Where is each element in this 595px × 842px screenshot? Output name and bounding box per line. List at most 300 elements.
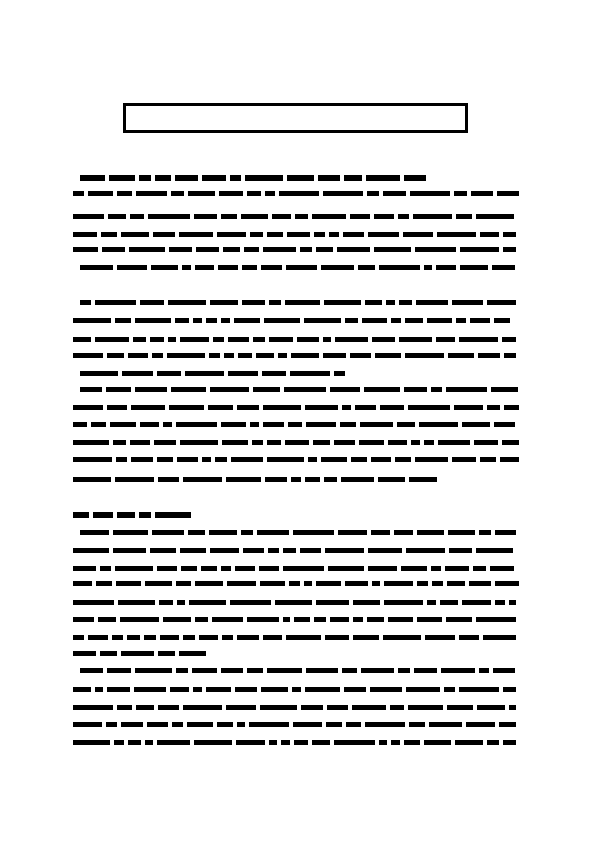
text-word: [305, 405, 338, 410]
text-line: [73, 317, 520, 323]
text-word: [459, 687, 500, 692]
text-word: [304, 318, 341, 323]
text-word: [429, 722, 462, 727]
text-word: [495, 530, 516, 535]
text-word: [325, 635, 349, 640]
text-word: [160, 635, 179, 640]
text-word: [73, 566, 96, 571]
text-word: [88, 635, 108, 640]
text-word: [100, 651, 116, 656]
text-word: [182, 265, 191, 270]
text-word: [364, 387, 400, 392]
text-word: [466, 722, 496, 727]
text-word: [460, 247, 500, 252]
text-word: [147, 722, 168, 727]
text-word: [462, 600, 491, 605]
text-word: [334, 371, 345, 376]
text-word: [305, 477, 320, 482]
text-word: [176, 422, 217, 427]
text-word: [308, 457, 317, 462]
text-word: [323, 337, 331, 342]
text-word: [411, 440, 420, 445]
text-word: [476, 548, 513, 553]
text-word: [249, 722, 290, 727]
text-word: [365, 722, 405, 727]
text-word: [122, 371, 152, 376]
text-word: [285, 440, 309, 445]
text-word: [397, 422, 415, 427]
text-word: [370, 687, 402, 692]
text-word: [73, 337, 91, 342]
text-word: [131, 457, 153, 462]
text-word: [344, 687, 367, 692]
text-word: [158, 477, 179, 482]
text-word: [185, 371, 223, 376]
text-word: [73, 635, 84, 640]
text-word: [221, 422, 246, 427]
text-word: [73, 191, 84, 196]
text-word: [292, 687, 301, 692]
text-word: [424, 265, 432, 270]
text-word: [73, 687, 91, 692]
text-word: [340, 422, 356, 427]
text-word: [237, 405, 260, 410]
text-word: [351, 457, 368, 462]
text-word: [135, 387, 167, 392]
text-word: [221, 566, 231, 571]
text-word: [107, 687, 130, 692]
text-word: [188, 191, 215, 196]
text-word: [390, 705, 404, 710]
text-word: [102, 247, 125, 252]
text-word: [378, 477, 406, 482]
text-word: [101, 232, 117, 237]
text-word: [93, 512, 112, 518]
text-word: [413, 214, 452, 219]
text-word: [179, 651, 206, 656]
text-word: [265, 191, 275, 196]
text-word: [316, 600, 350, 605]
text-word: [269, 337, 293, 342]
text-word: [183, 477, 223, 482]
text-word: [427, 600, 436, 605]
text-word: [263, 405, 301, 410]
text-word: [267, 440, 281, 445]
text-word: [73, 457, 112, 462]
text-word: [293, 722, 322, 727]
text-line: [73, 599, 520, 605]
text-line: [73, 565, 520, 571]
text-word: [107, 405, 128, 410]
text-word: [346, 722, 362, 727]
text-word: [436, 265, 456, 270]
text-line: [80, 175, 430, 181]
text-word: [215, 457, 227, 462]
text-line: [73, 686, 520, 692]
text-word: [136, 705, 154, 710]
text-word: [110, 422, 136, 427]
text-word: [334, 440, 356, 445]
text-word: [500, 457, 519, 462]
text-word: [384, 581, 413, 586]
text-word: [438, 440, 471, 445]
text-word: [242, 300, 266, 305]
text-word: [316, 247, 333, 252]
text-word: [380, 405, 404, 410]
text-line: [80, 370, 349, 376]
text-word: [343, 232, 365, 237]
text-word: [291, 353, 319, 358]
text-line: [73, 352, 520, 358]
text-word: [228, 371, 258, 376]
text-word: [116, 457, 128, 462]
text-line: [73, 246, 520, 252]
text-word: [121, 722, 144, 727]
text-word: [129, 247, 166, 252]
text-word: [379, 740, 387, 745]
text-word: [252, 440, 263, 445]
text-word: [504, 405, 519, 410]
text-line: [80, 264, 523, 270]
text-word: [288, 422, 302, 427]
text-word: [194, 740, 232, 745]
text-word: [388, 440, 407, 445]
text-word: [171, 387, 206, 392]
text-word: [391, 740, 400, 745]
text-word: [509, 705, 516, 710]
text-word: [361, 668, 394, 673]
text-word: [217, 232, 247, 237]
text-word: [133, 337, 146, 342]
text-word: [446, 617, 472, 622]
text-word: [152, 353, 163, 358]
text-word: [342, 668, 357, 673]
text-word: [135, 668, 172, 673]
text-word: [436, 337, 455, 342]
text-word: [130, 440, 150, 445]
text-word: [98, 617, 116, 622]
text-word: [128, 353, 148, 358]
text-word: [183, 705, 222, 710]
text-word: [80, 175, 105, 181]
text-word: [408, 705, 443, 710]
text-word: [483, 635, 516, 640]
text-word: [415, 247, 456, 252]
text-word: [368, 566, 397, 571]
text-word: [379, 265, 420, 270]
text-word: [399, 337, 432, 342]
text-word: [152, 530, 184, 535]
text-word: [80, 668, 103, 673]
text-line: [73, 213, 520, 219]
text-word: [238, 353, 252, 358]
text-word: [479, 530, 491, 535]
text-word: [80, 300, 91, 305]
text-word: [362, 318, 387, 323]
text-word: [117, 512, 135, 518]
text-word: [293, 530, 334, 535]
text-word: [80, 265, 113, 270]
text-word: [406, 687, 440, 692]
text-word: [127, 635, 140, 640]
text-word: [177, 457, 198, 462]
text-line: [73, 476, 441, 482]
text-word: [209, 530, 237, 535]
text-word: [163, 617, 191, 622]
text-word: [350, 353, 371, 358]
text-word: [415, 457, 448, 462]
text-word: [73, 512, 89, 518]
text-word: [287, 232, 310, 237]
text-word: [318, 175, 340, 181]
text-word: [171, 191, 184, 196]
text-word: [80, 371, 118, 376]
text-word: [301, 705, 323, 710]
text-word: [73, 405, 103, 410]
text-line: [73, 580, 523, 586]
text-word: [236, 740, 266, 745]
text-word: [503, 740, 516, 745]
text-word: [325, 548, 364, 553]
text-word: [100, 566, 111, 571]
text-word: [193, 687, 202, 692]
text-word: [88, 191, 113, 196]
text-line: [73, 231, 520, 237]
text-word: [324, 477, 337, 482]
text-word: [131, 405, 165, 410]
text-word: [446, 387, 487, 392]
text-word: [355, 405, 376, 410]
text-word: [262, 371, 286, 376]
text-word: [367, 617, 384, 622]
text-word: [257, 530, 289, 535]
text-word: [109, 175, 136, 181]
text-word: [272, 214, 291, 219]
text-word: [259, 566, 279, 571]
text-word: [366, 175, 401, 181]
text-word: [260, 581, 285, 586]
text-word: [448, 353, 474, 358]
text-word: [167, 353, 205, 358]
text-word: [424, 440, 434, 445]
text-line: [80, 529, 520, 535]
text-word: [194, 214, 217, 219]
text-word: [263, 247, 296, 252]
text-word: [294, 617, 310, 622]
text-word: [140, 422, 159, 427]
text-word: [374, 214, 394, 219]
text-word: [300, 548, 321, 553]
text-word: [490, 566, 514, 571]
text-word: [175, 318, 189, 323]
text-word: [95, 337, 130, 342]
text-word: [209, 353, 220, 358]
text-word: [96, 581, 112, 586]
text-line: [73, 336, 520, 342]
text-word: [114, 740, 125, 745]
title-box: [123, 103, 468, 133]
text-word: [406, 548, 445, 553]
text-word: [177, 600, 185, 605]
text-line: [73, 650, 210, 656]
text-line: [73, 404, 523, 410]
text-word: [168, 337, 176, 342]
text-word: [180, 337, 209, 342]
text-word: [73, 247, 98, 252]
text-word: [286, 265, 317, 270]
text-word: [206, 687, 231, 692]
text-word: [503, 247, 516, 252]
text-word: [344, 175, 362, 181]
text-word: [73, 440, 109, 445]
text-word: [478, 353, 500, 358]
text-word: [360, 422, 393, 427]
text-word: [477, 705, 505, 710]
text-word: [330, 617, 349, 622]
text-line: [80, 299, 520, 305]
text-word: [469, 581, 492, 586]
text-word: [417, 530, 444, 535]
text-word: [237, 635, 259, 640]
text-word: [353, 635, 379, 640]
text-word: [113, 530, 148, 535]
text-word: [202, 457, 211, 462]
text-word: [217, 722, 233, 727]
text-word: [116, 581, 142, 586]
text-word: [157, 740, 190, 745]
text-word: [454, 191, 468, 196]
text-word: [247, 191, 261, 196]
text-word: [480, 457, 496, 462]
text-word: [474, 440, 498, 445]
text-word: [398, 214, 409, 219]
text-word: [230, 175, 241, 181]
text-word: [241, 530, 253, 535]
text-word: [95, 687, 103, 692]
text-line: [73, 721, 520, 727]
text-word: [244, 247, 260, 252]
text-word: [279, 191, 319, 196]
text-word: [306, 422, 336, 427]
text-word: [176, 581, 191, 586]
text-word: [107, 353, 124, 358]
text-word: [168, 300, 206, 305]
text-word: [224, 353, 234, 358]
text-word: [499, 722, 516, 727]
text-word: [350, 214, 370, 219]
text-word: [295, 214, 308, 219]
text-word: [80, 387, 102, 392]
text-word: [195, 581, 223, 586]
text-word: [368, 232, 399, 237]
text-word: [73, 722, 102, 727]
text-word: [170, 687, 189, 692]
text-word: [419, 422, 458, 427]
text-word: [73, 353, 103, 358]
text-word: [247, 668, 263, 673]
text-word: [136, 191, 167, 196]
text-word: [503, 687, 516, 692]
text-word: [491, 387, 518, 392]
text-word: [404, 175, 426, 181]
text-line: [73, 739, 520, 745]
text-word: [150, 548, 176, 553]
text-word: [163, 422, 172, 427]
text-line: [73, 421, 523, 427]
text-word: [155, 512, 191, 518]
text-word: [487, 405, 500, 410]
text-word: [471, 191, 493, 196]
text-word: [487, 300, 516, 305]
text-word: [323, 191, 364, 196]
text-word: [187, 722, 213, 727]
text-word: [202, 175, 227, 181]
text-word: [235, 566, 255, 571]
text-word: [223, 247, 240, 252]
text-word: [353, 600, 380, 605]
text-word: [121, 232, 150, 237]
text-word: [115, 566, 153, 571]
text-word: [444, 687, 455, 692]
text-word: [213, 337, 224, 342]
text-word: [73, 477, 111, 482]
text-line: [73, 704, 520, 710]
text-word: [179, 232, 213, 237]
text-word: [73, 740, 110, 745]
text-line: [73, 456, 523, 462]
text-word: [305, 687, 340, 692]
text-word: [445, 566, 469, 571]
text-word: [509, 600, 516, 605]
text-word: [118, 600, 156, 605]
text-word: [157, 457, 173, 462]
text-word: [106, 387, 131, 392]
text-word: [281, 740, 290, 745]
text-word: [95, 300, 137, 305]
text-word: [487, 740, 499, 745]
text-word: [374, 247, 411, 252]
text-word: [245, 175, 283, 181]
text-line: [80, 386, 523, 392]
text-word: [206, 318, 217, 323]
text-word: [493, 668, 515, 673]
text-word: [227, 581, 257, 586]
text-word: [409, 722, 425, 727]
text-word: [290, 371, 330, 376]
text-word: [193, 318, 202, 323]
text-word: [502, 337, 516, 342]
text-word: [395, 457, 411, 462]
text-word: [345, 581, 369, 586]
text-word: [425, 635, 456, 640]
text-word: [73, 548, 109, 553]
text-word: [459, 635, 479, 640]
text-word: [342, 405, 352, 410]
text-word: [431, 387, 442, 392]
text-word: [323, 353, 346, 358]
text-word: [455, 740, 484, 745]
text-word: [269, 300, 281, 305]
text-word: [268, 548, 279, 553]
text-word: [115, 477, 155, 482]
text-word: [192, 668, 217, 673]
text-word: [326, 722, 342, 727]
text-word: [480, 232, 499, 237]
text-word: [80, 530, 109, 535]
text-word: [334, 740, 376, 745]
text-word: [140, 300, 164, 305]
text-word: [169, 247, 192, 252]
